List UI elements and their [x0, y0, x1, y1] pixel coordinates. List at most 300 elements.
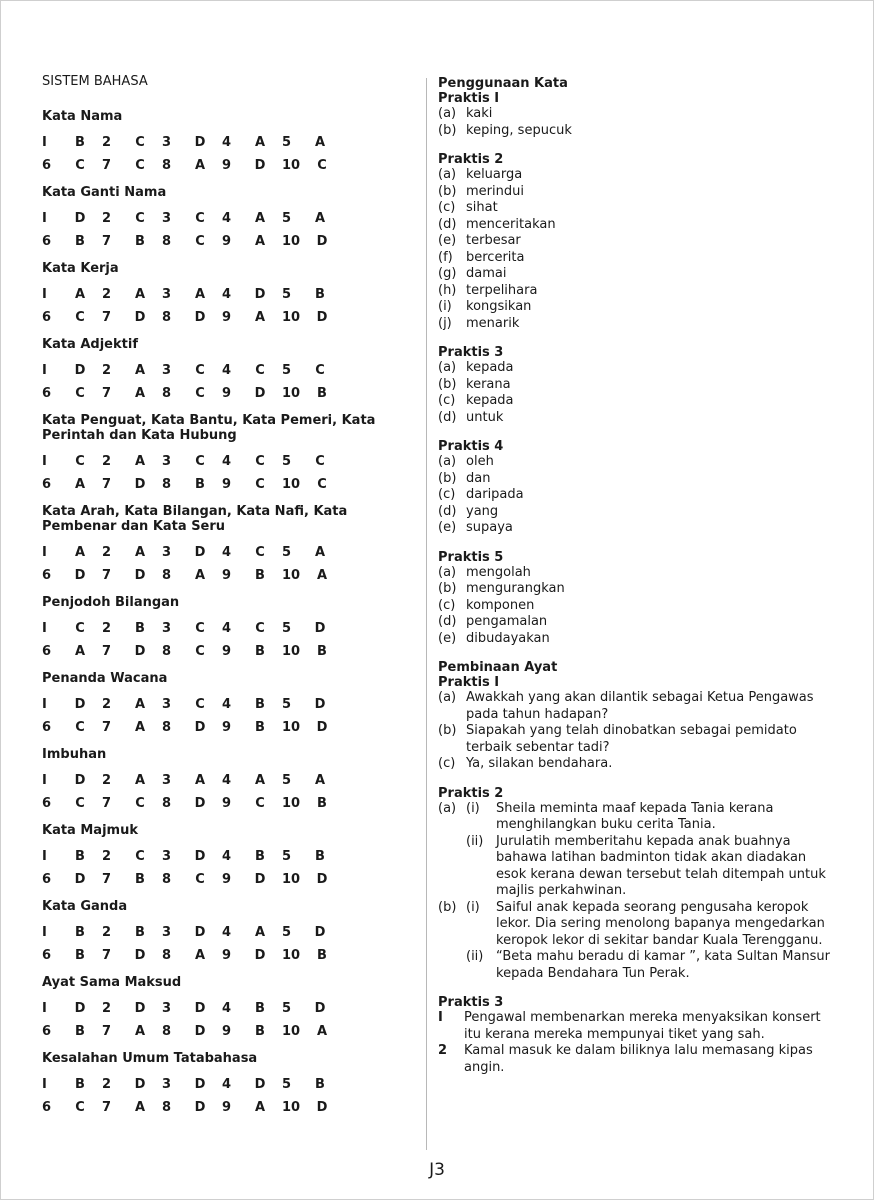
left-column [42, 74, 412, 1127]
question-number: I [42, 621, 47, 636]
answer-section [42, 504, 412, 587]
answer-row [42, 944, 412, 967]
question-number: 4 [222, 925, 232, 940]
answer-letter: C [135, 158, 145, 173]
question-number: 4 [222, 1077, 232, 1092]
list-item [438, 233, 838, 250]
list-item [438, 167, 838, 184]
answer-letter: A [74, 644, 86, 659]
column-divider [426, 78, 427, 1150]
answer-letter: A [134, 386, 146, 401]
item-text: kepada [466, 360, 514, 375]
answer-section [42, 595, 412, 663]
question-number: 4 [222, 621, 232, 636]
question-number: I [42, 135, 47, 150]
answer-letter: A [254, 310, 266, 325]
answer-letter: B [315, 849, 325, 864]
question-number: I [42, 1077, 47, 1092]
answer-row [42, 564, 412, 587]
question-number: 6 [42, 568, 52, 583]
answer-section [42, 337, 412, 405]
question-number: 8 [162, 477, 172, 492]
question-number: 2 [102, 363, 112, 378]
question-number: 6 [42, 386, 52, 401]
answer-row [42, 306, 412, 329]
answer-letter: C [135, 796, 145, 811]
item-label: (i) [438, 299, 452, 314]
item-label: (c) [438, 393, 456, 408]
answer-letter: A [134, 1024, 146, 1039]
answer-row [42, 382, 412, 405]
answer-letter: B [135, 925, 145, 940]
item-label: (b) [438, 376, 457, 392]
item-text: supaya [466, 520, 513, 535]
question-number: 7 [102, 310, 112, 325]
answer-letter: B [317, 644, 327, 659]
question-number: 6 [42, 644, 52, 659]
list-item [438, 217, 838, 234]
item-label: (a) [438, 360, 457, 375]
question-number: 4 [222, 1001, 232, 1016]
question-number: 3 [162, 135, 172, 150]
answer-letter: C [255, 545, 265, 560]
question-number: 8 [162, 644, 172, 659]
answer-letter: A [254, 135, 266, 150]
answer-letter: B [75, 234, 85, 249]
item-text: dan [466, 470, 491, 486]
question-number: 5 [282, 849, 292, 864]
answer-letter: D [74, 363, 86, 378]
answer-row [42, 921, 412, 944]
question-number: 6 [42, 1024, 52, 1039]
answer-row [42, 640, 412, 663]
item-label: (c) [438, 487, 456, 502]
item-label: (a) [438, 564, 457, 580]
answer-letter: C [135, 849, 145, 864]
question-number: 3 [162, 1001, 172, 1016]
pembinaan-praktis-2 [438, 786, 838, 983]
answer-letter: A [254, 234, 266, 249]
answer-letter: A [254, 1100, 266, 1115]
sub-item [438, 949, 838, 982]
answer-letter: C [315, 363, 325, 378]
question-number: 2 [102, 697, 112, 712]
answer-letter: D [134, 1077, 146, 1092]
answer-letter: D [254, 872, 266, 887]
answer-letter: B [315, 287, 325, 302]
answer-letter: C [195, 363, 205, 378]
answer-row [42, 693, 412, 716]
question-number: 3 [162, 849, 172, 864]
answer-sections [42, 109, 412, 1119]
item-text: menceritakan [466, 216, 556, 232]
list-item [438, 756, 838, 773]
question-number: 8 [162, 872, 172, 887]
item-label: (h) [438, 282, 457, 298]
list-item [438, 316, 838, 333]
answer-row [42, 450, 412, 473]
answer-letter: D [74, 872, 86, 887]
answer-row [42, 541, 412, 564]
question-number: 7 [102, 644, 112, 659]
answer-letter: D [316, 872, 328, 887]
answer-letter: D [194, 849, 206, 864]
item-label: (d) [438, 614, 457, 629]
answer-letter: C [75, 158, 85, 173]
praktis-3 [438, 345, 838, 426]
question-number: 9 [222, 796, 232, 811]
question-number: 8 [162, 568, 172, 583]
answer-section [42, 1051, 412, 1119]
answer-letter: A [314, 211, 326, 226]
question-number: 4 [222, 454, 232, 469]
question-number: 4 [222, 545, 232, 560]
list-item [438, 723, 838, 756]
answer-letter: D [314, 621, 326, 636]
answer-letter: B [317, 386, 327, 401]
answer-letter: C [315, 454, 325, 469]
answer-letter: D [194, 135, 206, 150]
answer-letter: C [75, 454, 85, 469]
item-label: (e) [438, 233, 457, 248]
section-title: Kata Nama [42, 109, 123, 124]
answer-letter: D [316, 720, 328, 735]
item-label: (a) [438, 690, 457, 705]
answer-row [42, 769, 412, 792]
item-label: (d) [438, 409, 457, 425]
answer-row [42, 997, 412, 1020]
question-number: I [42, 697, 47, 712]
question-number: 2 [102, 1001, 112, 1016]
sub-item [438, 834, 838, 900]
list-item [438, 581, 838, 598]
question-number: 2 [102, 1077, 112, 1092]
answer-row [42, 845, 412, 868]
list-item [438, 299, 838, 316]
answer-letter: B [135, 621, 145, 636]
answer-section [42, 671, 412, 739]
item-text: yang [466, 503, 499, 519]
answer-section [42, 899, 412, 967]
item-text: Jurulatih memberitahu kepada anak buahnya bahawa latihan badminton tidak akan diadakan esok kerana dewan tersebut telah ditempah untuk majlis perkahwinan. [496, 833, 826, 898]
item-label: (a) [438, 167, 457, 182]
answer-letter: D [134, 1001, 146, 1016]
answer-letter: A [316, 1024, 328, 1039]
question-number: 6 [42, 1100, 52, 1115]
answer-letter: A [134, 363, 146, 378]
list-item [438, 283, 838, 300]
answer-letter: B [255, 644, 265, 659]
item-label: (d) [438, 503, 457, 519]
answer-letter: B [75, 1024, 85, 1039]
answer-letter: D [194, 545, 206, 560]
question-number: 5 [282, 545, 292, 560]
answer-letter: B [75, 849, 85, 864]
item-text: Sheila meminta maaf kepada Tania kerana menghilangkan buku cerita Tania. [496, 800, 774, 832]
list-item [438, 377, 838, 394]
pembinaan-praktis-3 [438, 995, 838, 1076]
question-number: 7 [102, 1024, 112, 1039]
answer-letter: D [194, 720, 206, 735]
question-number: 2 [102, 545, 112, 560]
item-label: (f) [438, 249, 453, 265]
item-label: (b) [438, 470, 457, 486]
question-number: 4 [222, 849, 232, 864]
answer-row [42, 230, 412, 253]
answer-letter: C [75, 621, 85, 636]
question-number: 7 [102, 158, 112, 173]
answer-letter: D [194, 796, 206, 811]
section-title: Kata Ganti Nama [42, 185, 167, 200]
question-number: 7 [102, 796, 112, 811]
section-title: Imbuhan [42, 747, 107, 762]
section-title: Penanda Wacana [42, 671, 168, 686]
list-item [438, 504, 838, 521]
praktis-title: Praktis 3 [438, 995, 504, 1010]
item-text: mengurangkan [466, 581, 565, 596]
answer-letter: A [74, 287, 86, 302]
question-number: 5 [282, 211, 292, 226]
item-label: (b) [438, 122, 457, 138]
right-column [438, 76, 838, 1089]
answer-section [42, 823, 412, 891]
answer-letter: C [75, 720, 85, 735]
question-number: 3 [162, 287, 172, 302]
list-item [438, 1043, 838, 1076]
item-text: dibudayakan [466, 630, 550, 646]
sub-item [438, 900, 838, 950]
item-text: daripada [466, 487, 524, 502]
list-item [438, 690, 838, 723]
answer-row [42, 154, 412, 177]
answer-row [42, 131, 412, 154]
item-text: kerana [466, 376, 511, 392]
section-title: Penjodoh Bilangan [42, 595, 180, 610]
answer-row [42, 1096, 412, 1119]
item-text: komponen [466, 597, 535, 613]
penggunaan-kata-title: Penggunaan Kata [438, 76, 568, 91]
answer-letter: C [255, 621, 265, 636]
answer-row [42, 473, 412, 496]
question-number: 8 [162, 948, 172, 963]
question-number: 10 [282, 948, 301, 963]
answer-letter: A [194, 158, 206, 173]
question-number: 2 [102, 925, 112, 940]
answer-row [42, 1073, 412, 1096]
list-item [438, 520, 838, 537]
question-number: 7 [102, 234, 112, 249]
question-number: 8 [162, 796, 172, 811]
answer-letter: A [134, 720, 146, 735]
question-number: 5 [282, 287, 292, 302]
answer-letter: B [135, 872, 145, 887]
item-text: Awakkah yang akan dilantik sebagai Ketua Pengawas pada tahun hadapan? [466, 690, 814, 722]
section-title: Ayat Sama Maksud [42, 975, 182, 990]
answer-letter: D [134, 310, 146, 325]
question-number: 5 [282, 773, 292, 788]
question-number: 8 [162, 720, 172, 735]
answer-letter: A [74, 477, 86, 492]
answer-letter: A [134, 1100, 146, 1115]
answer-letter: D [74, 568, 86, 583]
question-number: 2 [102, 849, 112, 864]
answer-row [42, 617, 412, 640]
praktis-4 [438, 439, 838, 537]
item-label: (e) [438, 630, 457, 646]
answer-letter: D [74, 773, 86, 788]
answer-letter: A [134, 454, 146, 469]
answer-letter: D [74, 697, 86, 712]
list-item [438, 487, 838, 504]
answer-letter: C [317, 158, 327, 173]
item-label: (b) [438, 183, 457, 199]
question-number: 7 [102, 1100, 112, 1115]
answer-section [42, 747, 412, 815]
answer-row [42, 792, 412, 815]
answer-letter: D [194, 1001, 206, 1016]
answer-letter: A [254, 925, 266, 940]
item-text: kepada [466, 393, 514, 408]
question-number: 3 [162, 697, 172, 712]
item-label: (b) [438, 723, 457, 738]
item-text: keluarga [466, 167, 523, 182]
page-number: J3 [429, 1160, 445, 1180]
praktis-5 [438, 550, 838, 648]
question-number: 5 [282, 925, 292, 940]
pembinaan-praktis-1 [438, 675, 838, 773]
question-number: 8 [162, 1024, 172, 1039]
list-item [438, 454, 838, 471]
praktis-1 [438, 91, 838, 139]
answer-letter: C [135, 135, 145, 150]
item-label: (b) [438, 899, 457, 915]
answer-letter: A [194, 287, 206, 302]
item-text: untuk [466, 409, 504, 425]
section-title: Kesalahan Umum Tatabahasa [42, 1051, 258, 1066]
question-number: 10 [282, 568, 301, 583]
question-number: 3 [162, 454, 172, 469]
praktis-title: Praktis 4 [438, 439, 504, 454]
question-number: 9 [222, 568, 232, 583]
answer-letter: D [194, 925, 206, 940]
answer-letter: B [317, 948, 327, 963]
answer-letter: A [134, 697, 146, 712]
item-label: 2 [438, 1043, 448, 1058]
question-number: 4 [222, 773, 232, 788]
praktis-title: Praktis I [438, 675, 500, 690]
list-item [438, 565, 838, 582]
answer-letter: B [315, 1077, 325, 1092]
section-title: Kata Adjektif [42, 337, 138, 352]
answer-letter: B [317, 796, 327, 811]
question-number: 10 [282, 872, 301, 887]
answer-letter: A [134, 545, 146, 560]
answer-section [42, 261, 412, 329]
item-label: (a) [438, 800, 457, 816]
answer-letter: D [316, 234, 328, 249]
question-number: 2 [102, 211, 112, 226]
question-number: 3 [162, 925, 172, 940]
question-number: 3 [162, 773, 172, 788]
answer-section [42, 975, 412, 1043]
question-number: 6 [42, 872, 52, 887]
question-number: 10 [282, 477, 301, 492]
answer-letter: C [195, 234, 205, 249]
item-text: keping, sepucuk [466, 122, 572, 138]
question-number: 6 [42, 234, 52, 249]
item-label: (e) [438, 520, 457, 535]
question-number: I [42, 211, 47, 226]
question-number: 8 [162, 234, 172, 249]
answer-letter: A [316, 568, 328, 583]
question-number: 7 [102, 477, 112, 492]
question-number: 7 [102, 568, 112, 583]
item-label: (i) [466, 800, 480, 816]
answer-letter: D [74, 1001, 86, 1016]
question-number: 10 [282, 720, 301, 735]
item-text: pengamalan [466, 614, 548, 629]
question-number: 10 [282, 796, 301, 811]
answer-letter: A [194, 568, 206, 583]
item-text: sihat [466, 200, 498, 215]
question-number: I [42, 363, 47, 378]
question-number: 2 [102, 454, 112, 469]
question-number: I [42, 454, 47, 469]
question-number: 3 [162, 545, 172, 560]
answer-letter: D [254, 386, 266, 401]
answer-letter: B [135, 234, 145, 249]
item-label: (c) [438, 756, 456, 771]
answer-row [42, 1020, 412, 1043]
question-number: 10 [282, 310, 301, 325]
praktis-title: Praktis 3 [438, 345, 504, 360]
question-number: I [42, 545, 47, 560]
answer-letter: C [255, 477, 265, 492]
question-number: 9 [222, 234, 232, 249]
item-label: (j) [438, 315, 452, 331]
answer-letter: C [75, 310, 85, 325]
answer-letter: A [314, 773, 326, 788]
question-number: 3 [162, 621, 172, 636]
answer-letter: B [255, 1001, 265, 1016]
item-text: Pengawal membenarkan mereka menyaksikan konsert itu kerana mereka mempunyai tiket yang sah. [464, 1010, 821, 1042]
question-number: 4 [222, 135, 232, 150]
answer-letter: C [195, 386, 205, 401]
question-number: 7 [102, 872, 112, 887]
answer-letter: D [314, 697, 326, 712]
question-number: 8 [162, 310, 172, 325]
question-number: 10 [282, 386, 301, 401]
item-label: (ii) [466, 833, 484, 849]
list-item [438, 106, 838, 123]
answer-letter: A [314, 545, 326, 560]
item-text: bercerita [466, 249, 525, 265]
question-number: 9 [222, 872, 232, 887]
list-item [438, 393, 838, 410]
question-number: 6 [42, 720, 52, 735]
question-number: 4 [222, 211, 232, 226]
answer-letter: C [195, 644, 205, 659]
answer-letter: D [74, 211, 86, 226]
answer-letter: B [75, 1077, 85, 1092]
answer-letter: A [254, 773, 266, 788]
section-title: Kata Ganda [42, 899, 128, 914]
item-text: merindui [466, 183, 524, 199]
answer-letter: A [194, 773, 206, 788]
question-number: 4 [222, 287, 232, 302]
question-number: 6 [42, 796, 52, 811]
answer-letter: D [254, 948, 266, 963]
